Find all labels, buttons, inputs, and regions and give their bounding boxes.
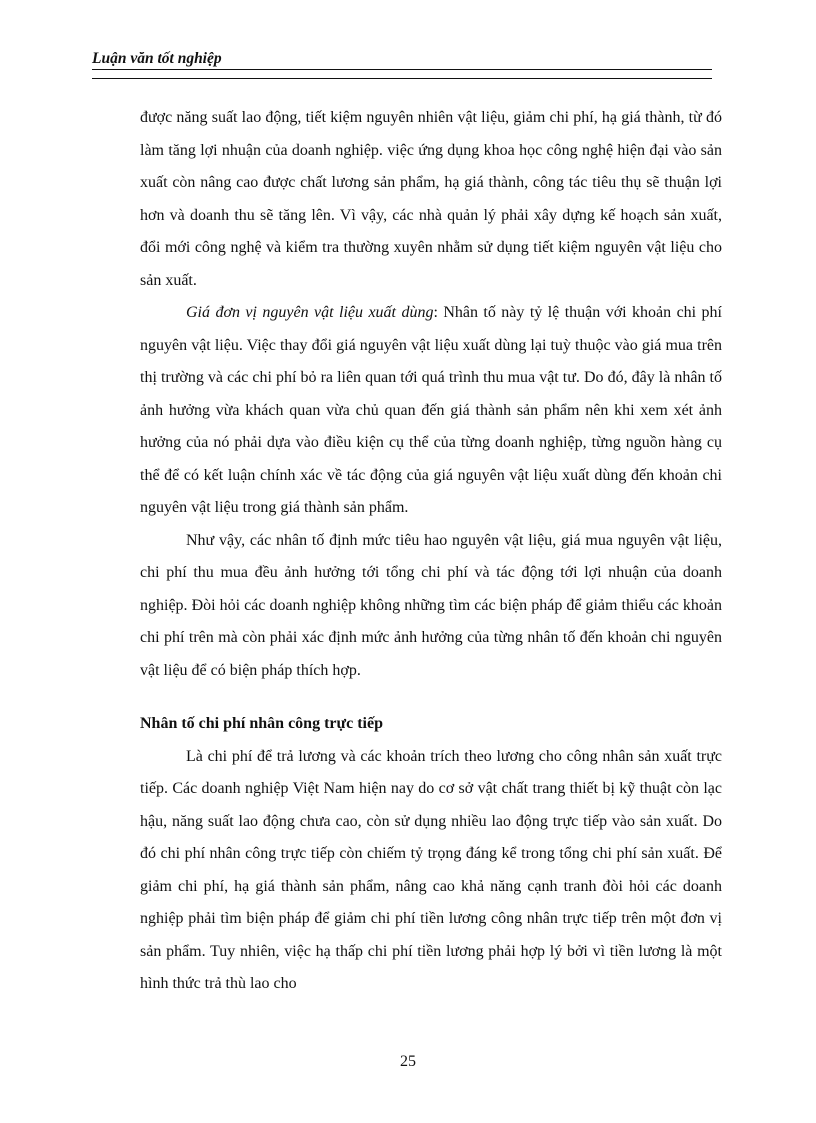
body-text [140,102,722,1001]
paragraph-unit-price [140,297,722,525]
header-double-rule [92,69,712,79]
section-heading: Nhân tố chi phí nhân công trực tiếp [140,715,383,732]
page-number: 25 [400,1053,416,1070]
paragraph-continuation: được năng suất lao động, tiết kiệm nguyên nhiên vật liệu, giảm chi phí, hạ giá thành, từ đó làm tăng lợi nhuận của doanh nghiệp. việc ứng dụng khoa học công nghệ hiện đại vào sản xuất còn nâng cao được chất lương sản phẩm, hạ giá thành, công tác tiêu thụ sẽ thuận lợi hơn và doanh thu sẽ tăng lên. Vì vậy, các nhà quản lý phải xây dựng kế hoạch sản xuất, đổi mới công nghệ và kiểm tra thường xuyên nhằm sử dụng tiết kiệm nguyên vật liệu cho sản xuất. [140,109,722,289]
running-header-title: Luận văn tốt nghiệp [92,50,222,67]
paragraph-lead-term: Giá đơn vị nguyên vật liệu xuất dùng [186,304,434,321]
paragraph-summary: Như vậy, các nhân tố định mức tiêu hao nguyên vật liệu, giá mua nguyên vật liệu, chi phí thu mua đều ảnh hưởng tới tổng chi phí và tác động tới lợi nhuận của doanh nghiệp. Đòi hỏi các doanh nghiệp không những tìm các biện pháp để giảm thiểu các khoản chi phí trên mà còn phải xác định mức ảnh hưởng của từng nhân tố đến khoản chi nguyên vật liệu để có biện pháp thích hợp. [140,531,722,679]
paragraph-unit-price-body: : Nhân tố này tỷ lệ thuận với khoản chi phí nguyên vật liệu. Việc thay đổi giá nguyên vật liệu xuất dùng lại tuỳ thuộc vào giá mua trên thị trường và các chi phí bỏ ra liên quan tới quá trình thu mua vật tư. Do đó, đây là nhân tố ảnh hưởng vừa khách quan vừa chủ quan đến giá thành sản phẩm nên khi xem xét ảnh hưởng của nó phải dựa vào điều kiện cụ thể của từng doanh nghiệp, từng nguồn hàng cụ thể để có kết luận chính xác về tác động của giá nguyên vật liệu xuất dùng đến khoản chi nguyên vật liệu trong giá thành sản phẩm. [140,304,722,516]
paragraph-labor-cost: Là chi phí để trả lương và các khoản trích theo lương cho công nhân sản xuất trực tiếp. Các doanh nghiệp Việt Nam hiện nay do cơ sở vật chất trang thiết bị kỹ thuật còn lạc hậu, năng suất lao động chưa cao, còn sử dụng nhiều lao động trực tiếp vào sản xuất. Do đó chi phí nhân công trực tiếp còn chiếm tỷ trọng đáng kể trong tổng chi phí sản xuất. Để giảm chi phí, hạ giá thành sản phẩm, nâng cao khả năng cạnh tranh đòi hỏi các doanh nghiệp phải tìm biện pháp để giảm chi phí tiền lương công nhân trực tiếp trên một đơn vị sản phẩm. Tuy nhiên, việc hạ thấp chi phí tiền lương phải hợp lý bởi vì tiền lương là một hình thức trả thù lao cho [140,747,722,992]
